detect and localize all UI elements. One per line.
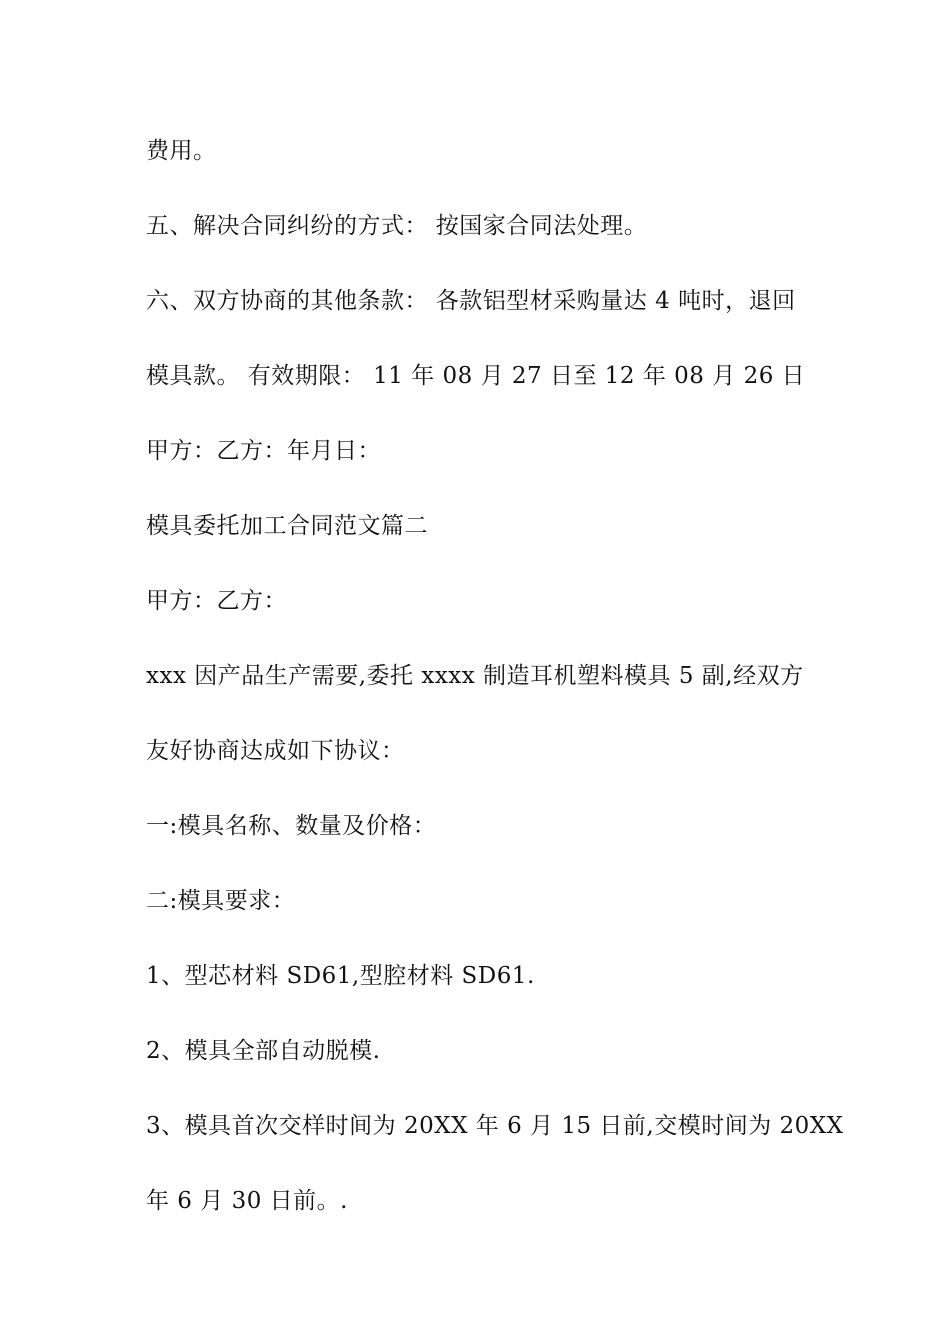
text-line: 五、解决合同纠纷的方式： 按国家合同法处理。 [146,213,648,239]
section-heading: 模具委托加工合同范文篇二 [146,513,428,539]
text-line: 甲方：乙方： [146,588,287,614]
text-line: 友好协商达成如下协议： [146,738,405,764]
text-line: 二:模具要求： [146,888,296,914]
text-line: 甲方：乙方：年月日： [146,438,381,464]
text-line: 1、型芯材料 SD61,型腔材料 SD61. [146,963,535,989]
text-line: 费用。 [146,138,217,164]
text-line: xxx 因产品生产需要,委托 xxxx 制造耳机塑料模具 5 副,经双方 [146,663,804,689]
text-line: 年 6 月 30 日前。. [146,1188,348,1214]
text-line: 3、模具首次交样时间为 20XX 年 6 月 15 日前,交模时间为 20XX [146,1113,844,1139]
text-line: 六、双方协商的其他条款： 各款铝型材采购量达 4 吨时，退回 [146,288,796,314]
text-line: 一:模具名称、数量及价格： [146,813,437,839]
text-line: 2、模具全部自动脱模. [146,1038,381,1064]
text-line: 模具款。 有效期限： 11 年 08 月 27 日至 12 年 08 月 26 日 [146,363,806,389]
